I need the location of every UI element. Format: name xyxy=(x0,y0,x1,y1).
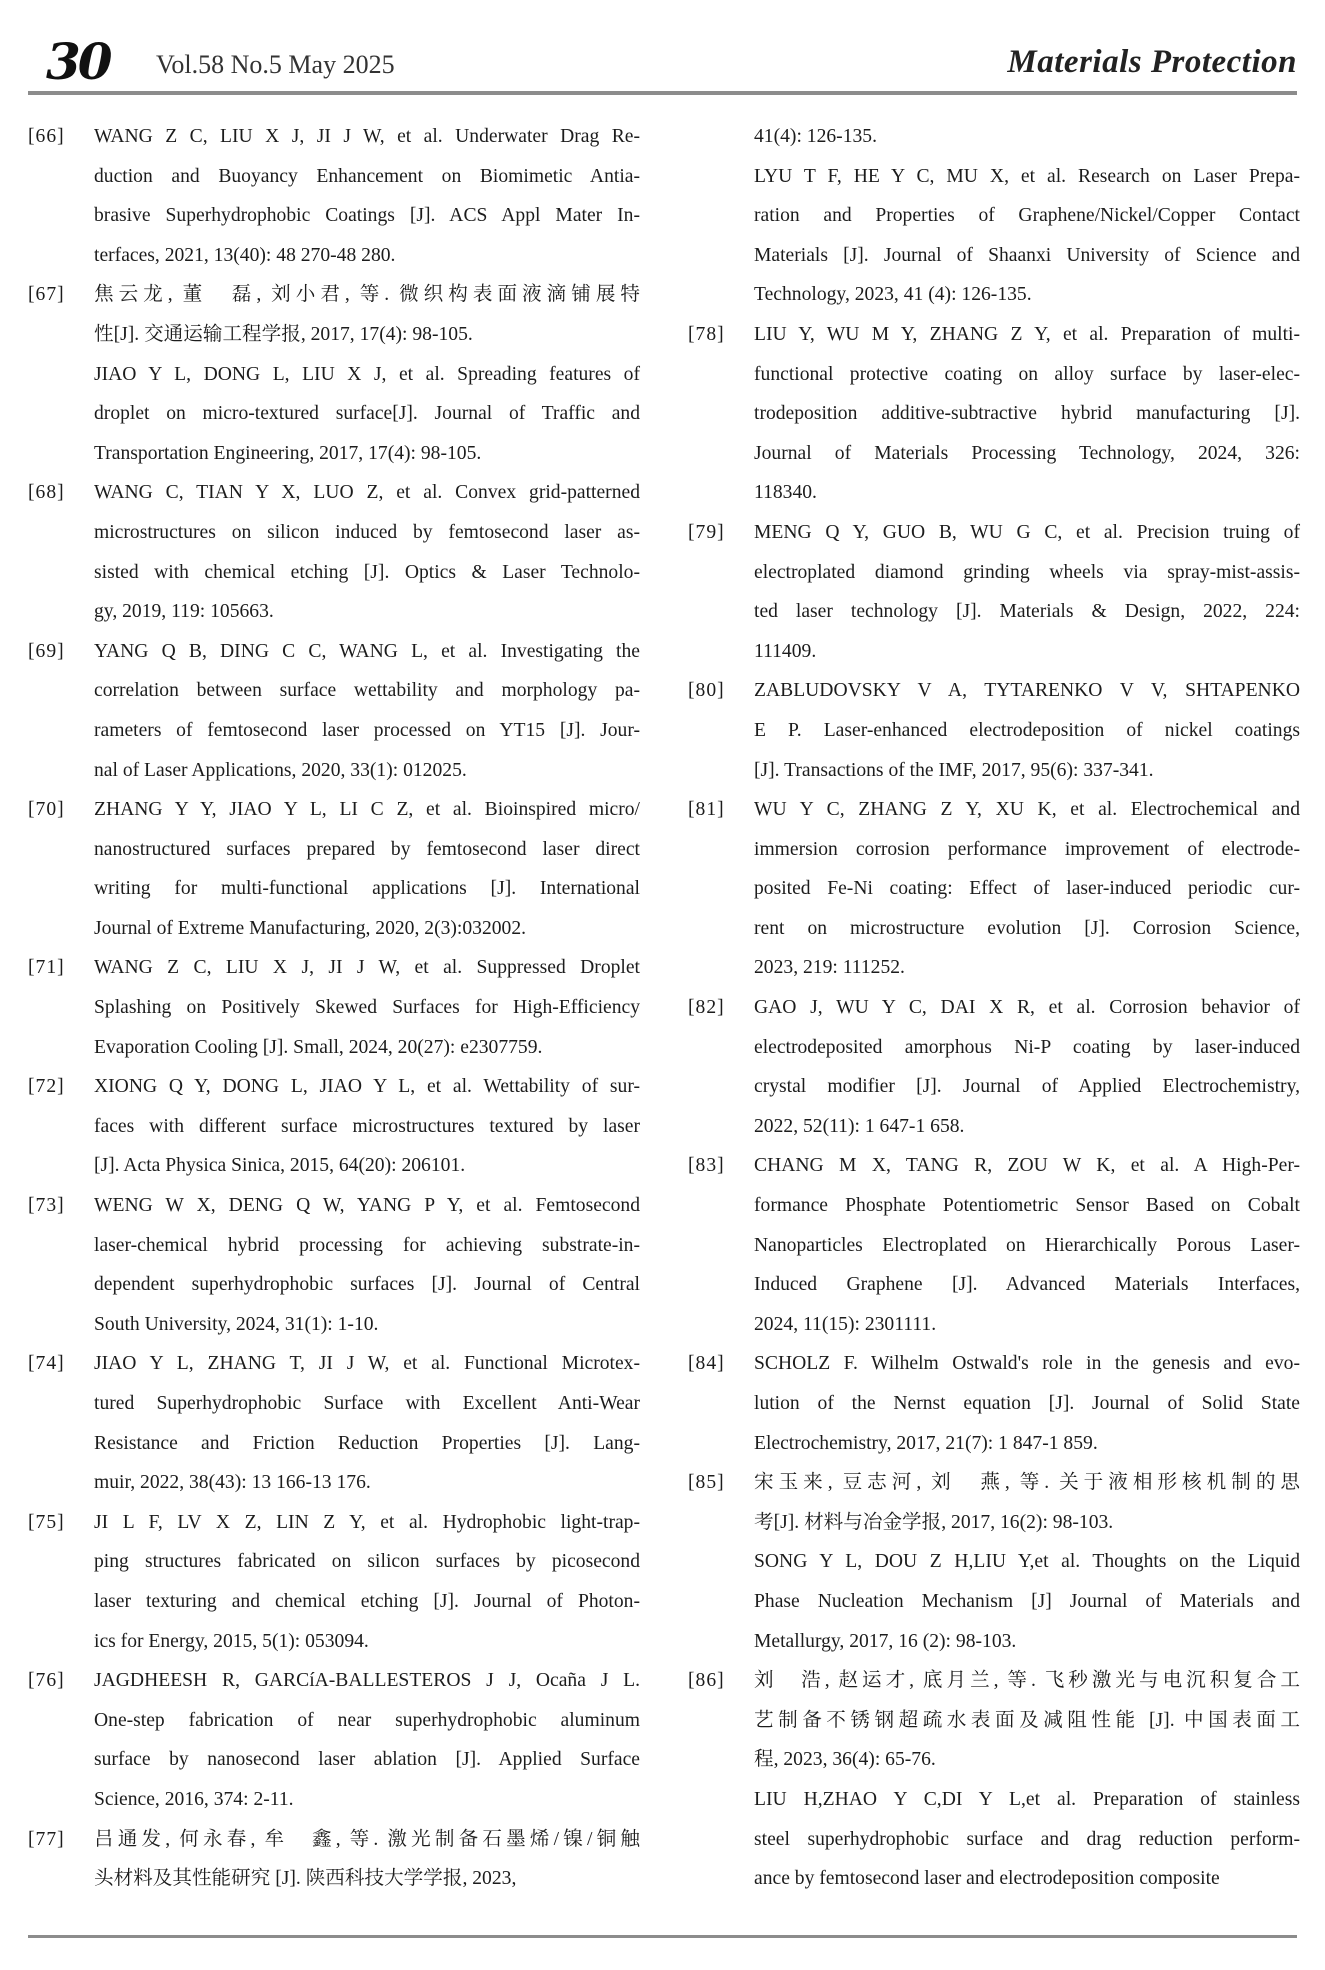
reference-item xyxy=(688,790,1300,988)
reference-line: WENG W X, DENG Q W, YANG P Y, et al. Femtosecond xyxy=(94,1195,640,1217)
reference-item xyxy=(688,988,1300,1146)
reference-number: [84] xyxy=(688,1353,725,1375)
reference-number: [82] xyxy=(688,997,725,1019)
reference-text xyxy=(754,988,1300,1146)
reference-number: [81] xyxy=(688,799,725,821)
right-column xyxy=(688,117,1300,1899)
reference-line: lution of the Nernst equation [J]. Journal of Solid State xyxy=(754,1393,1300,1414)
reference-line: 吕通发, 何永春, 牟 鑫, 等. 激光制备石墨烯/镍/铜触 xyxy=(94,1828,640,1850)
reference-number: [80] xyxy=(688,680,725,702)
reference-line: LYU T F, HE Y C, MU X, et al. Research on Laser Prepa- xyxy=(754,165,1300,187)
reference-item xyxy=(688,1661,1300,1899)
reference-number: [68] xyxy=(28,482,65,504)
reference-item xyxy=(28,1344,640,1502)
reference-line: ted laser technology [J]. Materials & Design, 2022, 224: xyxy=(754,601,1300,623)
reference-line: Nanoparticles Electroplated on Hierarchically Porous Laser- xyxy=(754,1234,1300,1256)
reference-number: [72] xyxy=(28,1076,65,1098)
reference-line: formance Phosphate Potentiometric Sensor Based on Cobalt xyxy=(754,1195,1300,1217)
reference-item xyxy=(28,1820,640,1899)
reference-item xyxy=(28,1503,640,1661)
reference-line: WANG C, TIAN Y X, LUO Z, et al. Convex grid-patterned xyxy=(94,482,640,504)
reference-line: gy, 2019, 119: 105663. xyxy=(94,601,274,623)
reference-line: JIAO Y L, DONG L, LIU X J, et al. Spreading features of xyxy=(94,363,640,385)
reference-line: crystal modifier [J]. Journal of Applied Electrochemistry, xyxy=(754,1076,1300,1098)
reference-line: LIU H,ZHAO Y C,DI Y L,et al. Preparation of stainless xyxy=(754,1788,1300,1810)
reference-text xyxy=(754,1463,1300,1661)
reference-line: 性[J]. 交通运输工程学报, 2017, 17(4): 98-105. xyxy=(94,323,473,345)
reference-item xyxy=(28,1661,640,1819)
reference-line: JI L F, LV X Z, LIN Z Y, et al. Hydrophobic light-trap- xyxy=(94,1511,640,1533)
reference-line: electrodeposited amorphous Ni-P coating by laser-induced xyxy=(754,1036,1300,1058)
reference-number: [85] xyxy=(688,1472,725,1494)
reference-number: [69] xyxy=(28,640,65,662)
reference-line: 刘 浩, 赵运才, 底月兰, 等. 飞秒激光与电沉积复合工 xyxy=(754,1670,1300,1692)
reference-line: faces with different surface microstructures textured by laser xyxy=(94,1115,640,1137)
reference-text xyxy=(94,473,640,631)
reference-number: [71] xyxy=(28,957,65,979)
reference-line: JIAO Y L, ZHANG T, JI J W, et al. Functional Microtex- xyxy=(94,1353,640,1375)
reference-line: 艺制备不锈钢超疏水表面及减阻性能 [J]. 中国表面工 xyxy=(754,1709,1300,1731)
reference-text xyxy=(754,1661,1300,1899)
reference-line: writing for multi-functional applications [J]. International xyxy=(94,878,640,900)
reference-line: XIONG Q Y, DONG L, JIAO Y L, et al. Wettability of sur- xyxy=(94,1076,640,1098)
reference-line: ZABLUDOVSKY V A, TYTARENKO V V, SHTAPENKO xyxy=(754,680,1300,702)
reference-text xyxy=(94,1503,640,1661)
reference-line: laser texturing and chemical etching [J]. Journal of Photon- xyxy=(94,1590,640,1612)
reference-line: [J]. Transactions of the IMF, 2017, 95(6): 337-341. xyxy=(754,759,1154,781)
reference-number: [66] xyxy=(28,126,65,147)
reference-line: Resistance and Friction Reduction Properties [J]. Lang- xyxy=(94,1432,640,1454)
reference-line: LIU Y, WU M Y, ZHANG Z Y, et al. Preparation of multi- xyxy=(754,323,1300,345)
volume-issue: Vol.58 No.5 May 2025 xyxy=(156,50,395,79)
reference-item xyxy=(28,275,640,473)
reference-line: Phase Nucleation Mechanism [J] Journal of Materials and xyxy=(754,1590,1300,1612)
reference-line: ics for Energy, 2015, 5(1): 053094. xyxy=(94,1630,369,1652)
reference-line: JAGDHEESH R, GARCíA-BALLESTEROS J J, Ocaña J L. xyxy=(94,1670,640,1692)
reference-number: [67] xyxy=(28,284,65,306)
reference-line: WANG Z C, LIU X J, JI J W, et al. Suppressed Droplet xyxy=(94,957,640,979)
reference-line: WANG Z C, LIU X J, JI J W, et al. Underwater Drag Re- xyxy=(94,126,640,147)
reference-line: dependent superhydrophobic surfaces [J]. Journal of Central xyxy=(94,1274,640,1296)
reference-item xyxy=(688,513,1300,671)
reference-line: 41(4): 126-135. xyxy=(754,126,877,147)
reference-text xyxy=(94,790,640,948)
page-number: 30 xyxy=(46,32,110,91)
reference-line: Journal of Materials Processing Technology, 2024, 326: xyxy=(754,442,1300,464)
reference-text xyxy=(94,1820,640,1899)
reference-line: terfaces, 2021, 13(40): 48 270-48 280. xyxy=(94,244,396,266)
reference-line: laser-chemical hybrid processing for achieving substrate-in- xyxy=(94,1234,640,1256)
reference-line: trodeposition additive-subtractive hybrid manufacturing [J]. xyxy=(754,403,1300,425)
reference-line: 宋玉来, 豆志河, 刘 燕, 等. 关于液相形核机制的思 xyxy=(754,1472,1300,1494)
reference-item xyxy=(28,473,640,631)
reference-line: microstructures on silicon induced by femtosecond laser as- xyxy=(94,521,640,543)
reference-line: YANG Q B, DING C C, WANG L, et al. Investigating the xyxy=(94,640,640,662)
reference-line: One-step fabrication of near superhydrophobic aluminum xyxy=(94,1709,640,1731)
reference-number: [70] xyxy=(28,799,65,821)
reference-text xyxy=(94,117,640,275)
reference-line: sisted with chemical etching [J]. Optics & Laser Technolo- xyxy=(94,561,640,583)
reference-line: E P. Laser-enhanced electrodeposition of nickel coatings xyxy=(754,719,1300,741)
reference-number: [76] xyxy=(28,1670,65,1692)
reference-line: ance by femtosecond laser and electrodeposition composite xyxy=(754,1868,1220,1890)
reference-line: tured Superhydrophobic Surface with Excellent Anti-Wear xyxy=(94,1393,640,1414)
reference-number: [77] xyxy=(28,1828,65,1850)
reference-line: CHANG M X, TANG R, ZOU W K, et al. A High-Per- xyxy=(754,1155,1300,1177)
reference-line: ration and Properties of Graphene/Nickel/Copper Contact xyxy=(754,205,1300,227)
reference-number: [74] xyxy=(28,1353,65,1375)
reference-number: [73] xyxy=(28,1195,65,1217)
reference-line: 头材料及其性能研究 [J]. 陕西科技大学学报, 2023, xyxy=(94,1868,517,1890)
reference-line: steel superhydrophobic surface and drag reduction perform- xyxy=(754,1828,1300,1850)
reference-line: Materials [J]. Journal of Shaanxi University of Science and xyxy=(754,244,1300,266)
reference-line: Metallurgy, 2017, 16 (2): 98-103. xyxy=(754,1630,1017,1652)
reference-item xyxy=(688,1146,1300,1344)
reference-line: Journal of Extreme Manufacturing, 2020, 2(3):032002. xyxy=(94,917,527,939)
reference-line: MENG Q Y, GUO B, WU G C, et al. Precision truing of xyxy=(754,521,1300,543)
reference-line: 118340. xyxy=(754,482,817,504)
reference-line: SCHOLZ F. Wilhelm Ostwald's role in the genesis and evo- xyxy=(754,1353,1300,1375)
reference-line: Splashing on Positively Skewed Surfaces for High-Efficiency xyxy=(94,997,640,1019)
reference-item xyxy=(688,671,1300,790)
reference-item xyxy=(28,948,640,1067)
reference-line: Electrochemistry, 2017, 21(7): 1 847-1 859. xyxy=(754,1432,1098,1454)
reference-line: nal of Laser Applications, 2020, 33(1): 012025. xyxy=(94,759,467,781)
reference-text xyxy=(94,1067,640,1186)
journal-title: Materials Protection xyxy=(1007,44,1297,80)
reference-line: Evaporation Cooling [J]. Small, 2024, 20(27): e2307759. xyxy=(94,1036,543,1058)
reference-number xyxy=(688,117,754,315)
reference-line: ping structures fabricated on silicon surfaces by picosecond xyxy=(94,1551,640,1573)
reference-text xyxy=(754,671,1300,790)
reference-line: posited Fe-Ni coating: Effect of laser-induced periodic cur- xyxy=(754,878,1300,900)
reference-number: [75] xyxy=(28,1511,65,1533)
reference-line: surface by nanosecond laser ablation [J]. Applied Surface xyxy=(94,1749,640,1771)
left-column xyxy=(28,117,640,1899)
reference-number: [86] xyxy=(688,1670,725,1692)
reference-line: nanostructured surfaces prepared by femtosecond laser direct xyxy=(94,838,640,860)
reference-continuation xyxy=(688,117,1300,315)
reference-line: [J]. Acta Physica Sinica, 2015, 64(20): 206101. xyxy=(94,1155,466,1177)
reference-line: rent on microstructure evolution [J]. Corrosion Science, xyxy=(754,917,1300,939)
reference-text xyxy=(754,1344,1300,1463)
reference-line: 111409. xyxy=(754,640,817,662)
reference-line: Technology, 2023, 41 (4): 126-135. xyxy=(754,284,1032,306)
reference-line: brasive Superhydrophobic Coatings [J]. ACS Appl Mater In- xyxy=(94,205,640,227)
reference-line: 2022, 52(11): 1 647-1 658. xyxy=(754,1115,965,1137)
reference-line: duction and Buoyancy Enhancement on Biomimetic Antia- xyxy=(94,165,640,187)
reference-line: 考[J]. 材料与冶金学报, 2017, 16(2): 98-103. xyxy=(754,1511,1114,1533)
reference-line: functional protective coating on alloy surface by laser-elec- xyxy=(754,363,1300,385)
reference-text xyxy=(94,1661,640,1819)
reference-text xyxy=(94,1186,640,1344)
reference-text xyxy=(754,790,1300,988)
reference-text xyxy=(754,513,1300,671)
reference-line: 2024, 11(15): 2301111. xyxy=(754,1313,937,1335)
reference-item xyxy=(28,632,640,790)
reference-text xyxy=(754,117,1300,315)
reference-item xyxy=(688,1463,1300,1661)
reference-line: immersion corrosion performance improvement of electrode- xyxy=(754,838,1300,860)
reference-line: Science, 2016, 374: 2-11. xyxy=(94,1788,294,1810)
reference-text xyxy=(94,948,640,1067)
reference-line: SONG Y L, DOU Z H,LIU Y,et al. Thoughts on the Liquid xyxy=(754,1551,1300,1573)
reference-line: correlation between surface wettability and morphology pa- xyxy=(94,680,640,702)
reference-line: electroplated diamond grinding wheels via spray-mist-assis- xyxy=(754,561,1300,583)
reference-text xyxy=(754,315,1300,513)
footer-rule xyxy=(28,1935,1297,1938)
reference-line: 2023, 219: 111252. xyxy=(754,957,905,979)
page-header xyxy=(28,22,1297,91)
reference-line: WU Y C, ZHANG Z Y, XU K, et al. Electrochemical and xyxy=(754,799,1300,821)
reference-line: muir, 2022, 38(43): 13 166-13 176. xyxy=(94,1472,371,1494)
reference-line: GAO J, WU Y C, DAI X R, et al. Corrosion behavior of xyxy=(754,997,1300,1019)
reference-line: South University, 2024, 31(1): 1-10. xyxy=(94,1313,379,1335)
reference-line: Transportation Engineering, 2017, 17(4): 98-105. xyxy=(94,442,482,464)
reference-item xyxy=(28,1186,640,1344)
reference-text xyxy=(94,632,640,790)
reference-item xyxy=(28,117,640,275)
reference-text xyxy=(94,1344,640,1502)
reference-text xyxy=(754,1146,1300,1344)
header-rule xyxy=(28,91,1297,95)
reference-item xyxy=(688,315,1300,513)
reference-text xyxy=(94,275,640,473)
reference-number: [83] xyxy=(688,1155,725,1177)
reference-line: 焦云龙, 董 磊, 刘小君, 等. 微织构表面液滴铺展特 xyxy=(94,284,640,306)
reference-line: droplet on micro-textured surface[J]. Journal of Traffic and xyxy=(94,403,640,425)
reference-line: rameters of femtosecond laser processed on YT15 [J]. Jour- xyxy=(94,719,640,741)
reference-item xyxy=(28,1067,640,1186)
reference-line: ZHANG Y Y, JIAO Y L, LI C Z, et al. Bioinspired micro/ xyxy=(94,799,640,821)
reference-item xyxy=(28,790,640,948)
reference-number: [79] xyxy=(688,521,725,543)
reference-line: 程, 2023, 36(4): 65-76. xyxy=(754,1749,936,1771)
reference-line: Induced Graphene [J]. Advanced Materials Interfaces, xyxy=(754,1274,1300,1296)
reference-item xyxy=(688,1344,1300,1463)
reference-number: [78] xyxy=(688,323,725,345)
